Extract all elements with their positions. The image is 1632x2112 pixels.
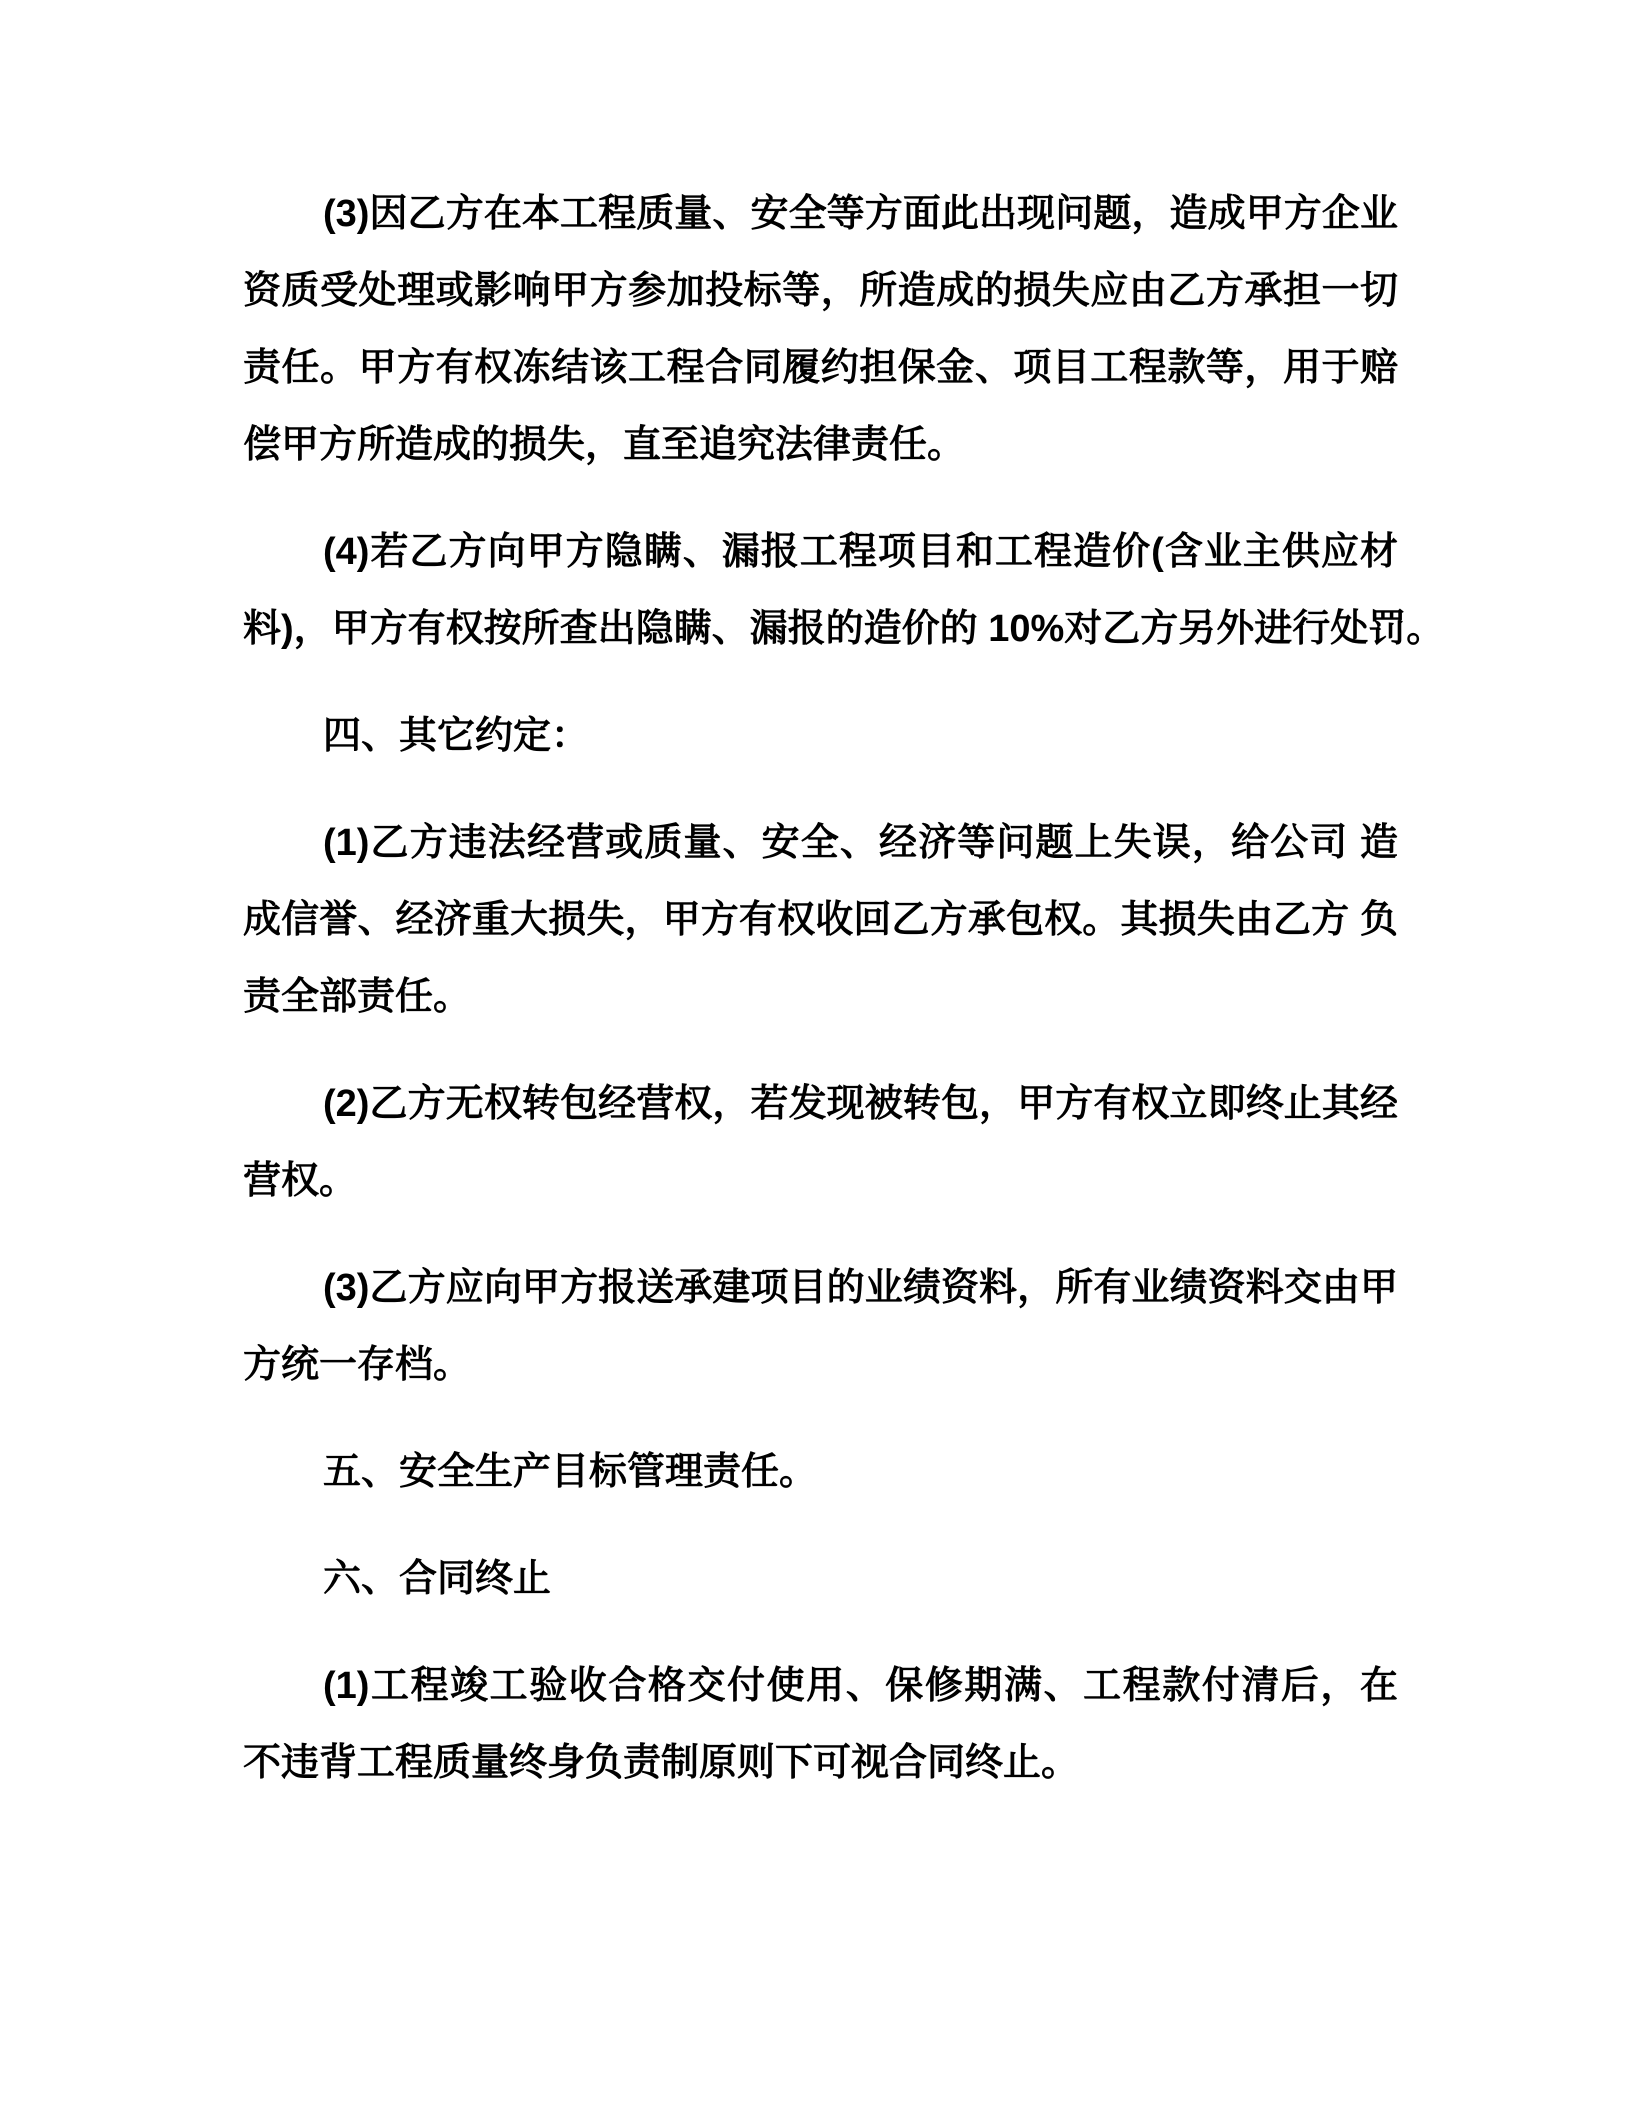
section-heading-text: 五、安全生产目标管理责任。 (323, 1451, 818, 1493)
clause-4-paragraph (243, 514, 1445, 668)
clause-line: 资质受处理或影响甲方参加投标等，所造成的损失应由乙方承担一切 (243, 270, 1398, 312)
clause-line: 偿甲方所造成的损失，直至追究法律责任。 (243, 424, 966, 466)
clause-line: 责任。甲方有权冻结该工程合同履约担保金、项目工程款等，用于赔 (243, 347, 1398, 389)
section-4-item-3-paragraph (243, 1250, 1398, 1404)
section-5-heading (243, 1434, 1398, 1511)
section-heading-text: 四、其它约定： (323, 715, 590, 757)
clause-line: (2)乙方无权转包经营权，若发现被转包，甲方有权立即终止其经 (323, 1083, 1398, 1125)
clause-line: 责全部责任。 (243, 976, 472, 1018)
clause-line: (4)若乙方向甲方隐瞒、漏报工程项目和工程造价(含业主供应材 (323, 531, 1398, 573)
clause-line: (1)乙方违法经营或质量、安全、经济等问题上失误，给公司 造 (323, 822, 1398, 864)
clause-line: 不违背工程质量终身负责制原则下可视合同终止。 (243, 1742, 1080, 1784)
clause-3-paragraph (243, 176, 1398, 484)
section-4-item-1-paragraph (243, 805, 1398, 1036)
section-6-heading (243, 1541, 1398, 1618)
clause-line: 料)，甲方有权按所查出隐瞒、漏报的造价的 10%对乙方另外进行处罚。 (243, 608, 1445, 650)
section-4-heading (243, 698, 1398, 775)
clause-line: (1)工程竣工验收合格交付使用、保修期满、工程款付清后，在 (323, 1665, 1398, 1707)
section-6-item-1-paragraph (243, 1648, 1398, 1802)
section-heading-text: 六、合同终止 (323, 1558, 552, 1600)
section-4-item-2-paragraph (243, 1066, 1398, 1220)
clause-line: 成信誉、经济重大损失，甲方有权收回乙方承包权。其损失由乙方 负 (243, 899, 1398, 941)
clause-line: (3)乙方应向甲方报送承建项目的业绩资料，所有业绩资料交由甲 (323, 1267, 1398, 1309)
clause-line: 方统一存档。 (243, 1344, 472, 1386)
clause-line: (3)因乙方在本工程质量、安全等方面此出现问题，造成甲方企业 (323, 193, 1398, 235)
clause-line: 营权。 (243, 1160, 358, 1202)
contract-text-block (243, 176, 1445, 1802)
